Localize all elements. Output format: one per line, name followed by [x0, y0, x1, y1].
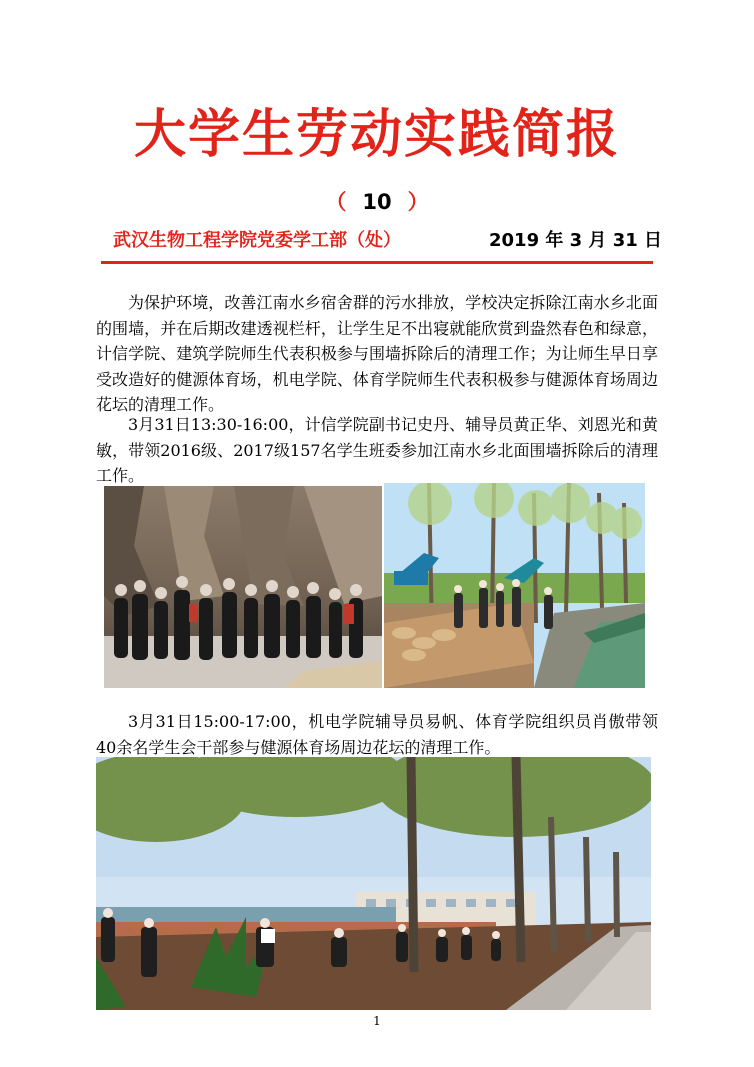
issue-close-paren: ） [407, 190, 429, 214]
department-name: 武汉生物工程学院党委学工部（处） [113, 230, 401, 251]
paragraph-activity-1: 3月31日13:30-16:00，计信学院副书记史丹、辅导员黄正华、刘恩光和黄敏，带领2016级、2017级157名学生班委参加江南水乡北面围墙拆除后的清理工作。 [96, 415, 658, 485]
photo-flowerbed-cleanup [96, 757, 651, 1010]
issue-number-value: 10 [362, 190, 392, 214]
header-divider [101, 261, 653, 264]
issue-number [0, 188, 754, 216]
issue-open-paren: （ [325, 190, 347, 214]
paragraph-activity-2: 3月31日15:00-17:00，机电学院辅导员易帆、体育学院组织员肖傲带领40余名学生会干部参与健源体育场周边花坛的清理工作。 [96, 712, 658, 757]
page-number: 1 [373, 1014, 381, 1028]
paragraph-intro: 为保护环境，改善江南水乡宿舍群的污水排放，学校决定拆除江南水乡北面的围墙，并在后期改建透视栏杆，让学生足不出寝就能欣赏到盎然春色和绿意，计信学院、建筑学院师生代表积极参与围墙拆除后的清理工作；为让师生早日享受改造好的健源体育场，机电学院、体育学院师生代表积极参与健源体育场周边花坛的清理工作。 [96, 293, 658, 414]
publish-date: 2019 年 3 月 31 日 [489, 230, 663, 251]
photo-wall-cleanup-site [384, 483, 645, 688]
newsletter-title: 大学生劳动实践简报 [133, 105, 620, 165]
photo-students-rock-wall [104, 486, 382, 688]
